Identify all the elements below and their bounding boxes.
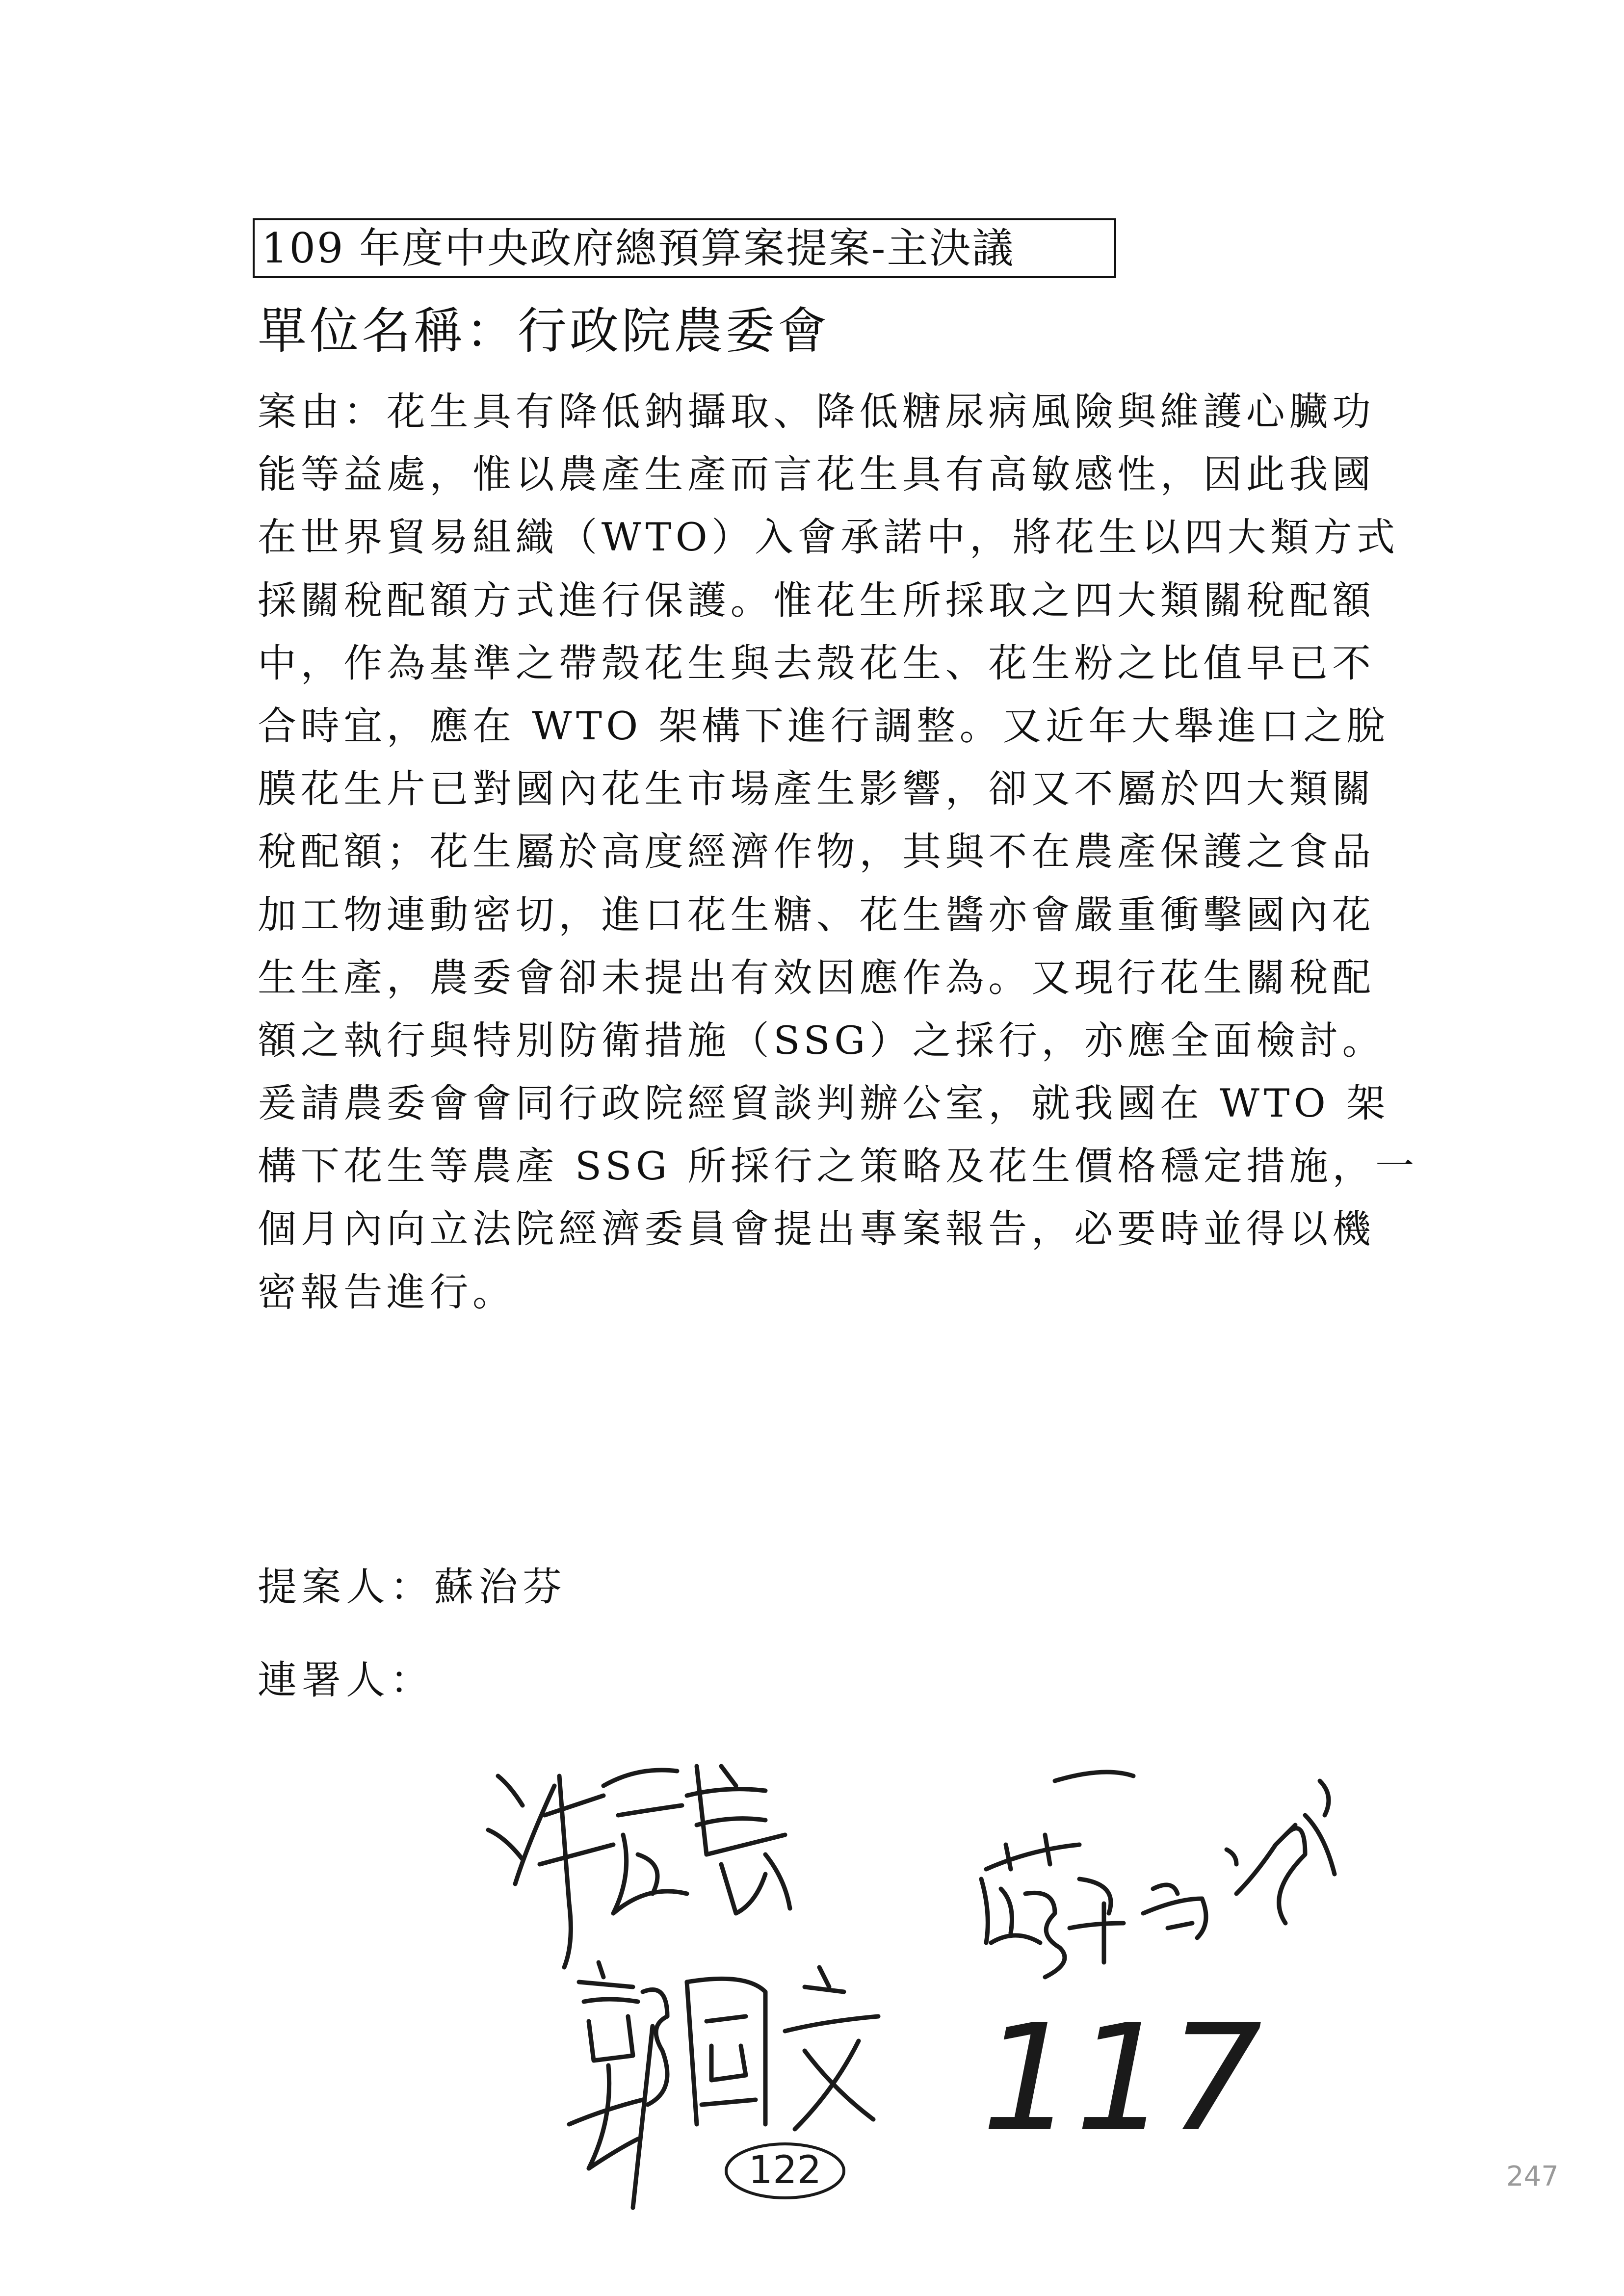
signature-2 bbox=[569, 1962, 878, 2208]
body-line: 在世界貿易組織（WTO）入會承諾中，將花生以四大類方式 bbox=[258, 515, 1399, 560]
body-line: 中，作為基準之帶殼花生與去殼花生、花生粉之比值早已不 bbox=[258, 640, 1375, 686]
signature-3 bbox=[981, 1772, 1335, 1977]
page-number-mark bbox=[1506, 2161, 1559, 2192]
body-line: 加工物連動密切，進口花生糖、花生醬亦會嚴重衝擊國內花 bbox=[258, 892, 1375, 938]
body-line: 合時宜，應在 WTO 架構下進行調整。又近年大舉進口之脫 bbox=[258, 703, 1389, 749]
body-line: 爰請農委會會同行政院經貿談判辦公室，就我國在 WTO 架 bbox=[258, 1081, 1389, 1126]
body-line: 案由：花生具有降低鈉攝取、降低糖尿病風險與維護心臟功 bbox=[258, 389, 1375, 434]
body-line: 密報告進行。 bbox=[258, 1269, 516, 1315]
body-line: 生生產，農委會卻未提出有效因應作為。又現行花生關稅配 bbox=[258, 955, 1375, 1000]
cosigner-line: 連署人： bbox=[258, 1657, 434, 1703]
body-line: 能等益處，惟以農產生產而言花生具有高敏感性，因此我國 bbox=[258, 452, 1375, 497]
resolution-title: 109 年度中央政府總預算案提案-主決議 bbox=[262, 224, 1015, 272]
number-122: 122 bbox=[748, 2148, 822, 2192]
signature-1 bbox=[488, 1766, 790, 1967]
body-line: 個月內向立法院經濟委員會提出專案報告，必要時並得以機 bbox=[258, 1206, 1375, 1252]
number-122-stamp bbox=[726, 2144, 844, 2198]
body-line: 膜花生片已對國內花生市場產生影響，卻又不屬於四大類關 bbox=[258, 766, 1375, 812]
body-line: 採關稅配額方式進行保護。惟花生所採取之四大類關稅配額 bbox=[258, 577, 1375, 623]
body-line: 稅配額；花生屬於高度經濟作物，其與不在農產保護之食品 bbox=[258, 829, 1375, 875]
page-number: 247 bbox=[1506, 2161, 1559, 2192]
proposer-line: 提案人：蘇治芬 bbox=[258, 1564, 567, 1610]
unit-name: 單位名稱：行政院農委會 bbox=[258, 302, 830, 360]
number-117: 117 bbox=[981, 1993, 1262, 2164]
body-line: 額之執行與特別防衛措施（SSG）之採行，亦應全面檢討。 bbox=[258, 1018, 1386, 1063]
body-line: 構下花生等農產 SSG 所採行之策略及花生價格穩定措施，一 bbox=[258, 1144, 1418, 1189]
number-117-handwritten bbox=[981, 1993, 1263, 2164]
